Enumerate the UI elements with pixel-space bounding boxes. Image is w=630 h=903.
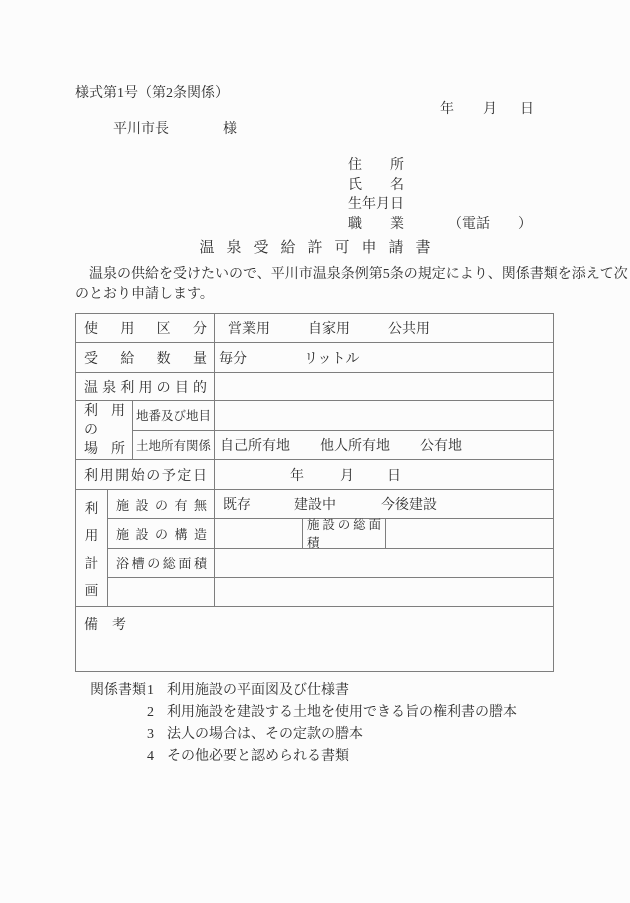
applicant-address-line [348,156,532,176]
usage-option-business: 営業用 [228,322,270,337]
start-date-day-label: 日 [387,468,401,484]
occupation-label: 職業 [348,216,404,232]
start-date-year-label: 年 [290,468,304,484]
address-label: 住所 [348,158,404,173]
name-label: 氏名 [348,177,404,193]
attachment-text: 利用施設を建設する土地を使用できる旨の権利書の謄本 [167,705,517,720]
facility-existence-value-cell [215,490,553,518]
usage-category-value-cell [215,314,553,342]
purpose-row [76,372,553,400]
remarks-cell [76,607,553,671]
total-facility-area-value-cell [386,519,553,547]
supply-quantity-label-cell [76,343,215,372]
applicant-birthdate-line [348,195,532,215]
attachment-item [90,746,517,768]
plan-group [76,489,553,606]
attachment-text: 利用施設の平面図及び仕様書 [167,683,349,698]
addressee-honorific: 様 [223,122,237,137]
facility-option-future: 今後建設 [381,498,437,514]
plan-label-char-2: 用 [84,528,99,544]
attachment-number: 3 [147,727,154,742]
attachment-item [90,724,517,746]
applicant-name-line [348,176,532,196]
per-minute-label: 毎分 [219,351,247,367]
facility-existence-row [108,490,553,518]
supply-quantity-label: 受給数量 [84,351,207,367]
bath-area-label: 浴槽の総面積 [116,556,207,572]
lot-number-value-cell [215,401,553,430]
supply-quantity-row [76,342,553,372]
liter-unit-label: リットル [304,351,360,367]
land-ownership-row [133,430,553,460]
attachment-number: 4 [147,749,154,764]
facility-option-existing: 既存 [223,498,251,514]
plan-extra-label-cell [108,578,215,606]
applicant-occupation-line [348,215,532,235]
plan-extra-row [108,577,553,606]
location-group-label: 利用の 場所 [84,403,125,457]
date-month-label: 月 [483,102,497,117]
lot-number-label: 地番及び地目 [136,409,212,424]
page-title: 温泉受給許可申請書 [199,240,443,256]
lot-number-row [133,401,553,430]
date-year-label: 年 [440,102,454,117]
birthdate-label: 生年月日 [348,197,404,212]
bath-area-value-cell [215,549,553,577]
usage-category-row [76,314,553,342]
facility-structure-label-cell [108,519,215,547]
plan-extra-value-cell [215,578,553,606]
facility-option-under-construction: 建設中 [294,498,336,514]
land-ownership-label: 土地所有関係 [136,438,212,453]
date-day-label: 日 [520,102,534,117]
start-date-value-cell [215,460,553,489]
facility-structure-label: 施設の構造 [116,526,207,542]
location-group-label-cell [76,401,133,459]
land-option-own: 自己所有地 [220,438,290,454]
applicant-block [348,156,532,234]
land-ownership-value-cell [215,431,553,460]
lot-number-label-cell [133,401,215,430]
facility-structure-value-cell [215,519,303,547]
phone-label: （電話 ） [448,216,532,232]
attachment-number: 2 [147,705,154,720]
land-option-others: 他人所有地 [320,438,390,454]
attachments-heading: 関係書類 [90,683,146,698]
usage-option-private: 自家用 [308,322,350,337]
date-line [440,98,534,118]
land-option-public: 公有地 [420,438,462,454]
bath-area-label-cell [108,549,215,577]
usage-category-label-cell [76,314,215,342]
total-facility-area-label: 施設の総面積 [307,518,381,551]
start-date-label-cell [76,460,215,489]
plan-label-char-3: 計 [84,555,99,571]
start-date-month-label: 月 [340,468,354,484]
purpose-label: 温泉利用の目的 [84,380,207,396]
usage-option-public: 公共用 [388,322,430,337]
purpose-label-cell [76,373,215,400]
attachment-text: 法人の場合は、その定款の謄本 [167,727,363,742]
plan-label-char-1: 利 [84,501,99,516]
intro-line-2: のとおり申請します。 [75,287,214,302]
form-number: 様式第1号（第2条関係） [75,86,229,101]
purpose-value-cell [215,373,553,400]
supply-quantity-value-cell [215,343,553,372]
facility-structure-row [108,518,553,551]
addressee-name: 平川市長 [113,122,169,137]
plan-label-char-4: 画 [84,582,99,598]
facility-existence-label: 施設の有無 [116,497,207,513]
attachment-number: 1 [147,683,154,698]
usage-category-label: 使用区分 [84,322,207,337]
location-group [76,400,553,459]
land-ownership-label-cell [133,431,215,460]
facility-existence-label-cell [108,490,215,518]
attachments-list [90,680,517,768]
addressee-line [113,118,237,138]
remarks-row [76,606,553,671]
application-table [75,313,554,672]
intro-paragraph [75,265,628,305]
start-date-label: 利用開始の予定日 [84,468,207,484]
bath-area-row [108,548,553,577]
attachment-text: その他必要と認められる書類 [167,749,349,764]
plan-group-label-cell [76,490,108,606]
start-date-row [76,459,553,489]
total-facility-area-label-cell [303,518,386,551]
attachment-item [90,680,517,702]
remarks-label: 備考 [84,618,126,633]
attachment-item [90,702,517,724]
intro-line-1: 温泉の供給を受けたいので、平川市温泉条例第5条の規定により、関係書類を添えて次 [89,267,628,282]
